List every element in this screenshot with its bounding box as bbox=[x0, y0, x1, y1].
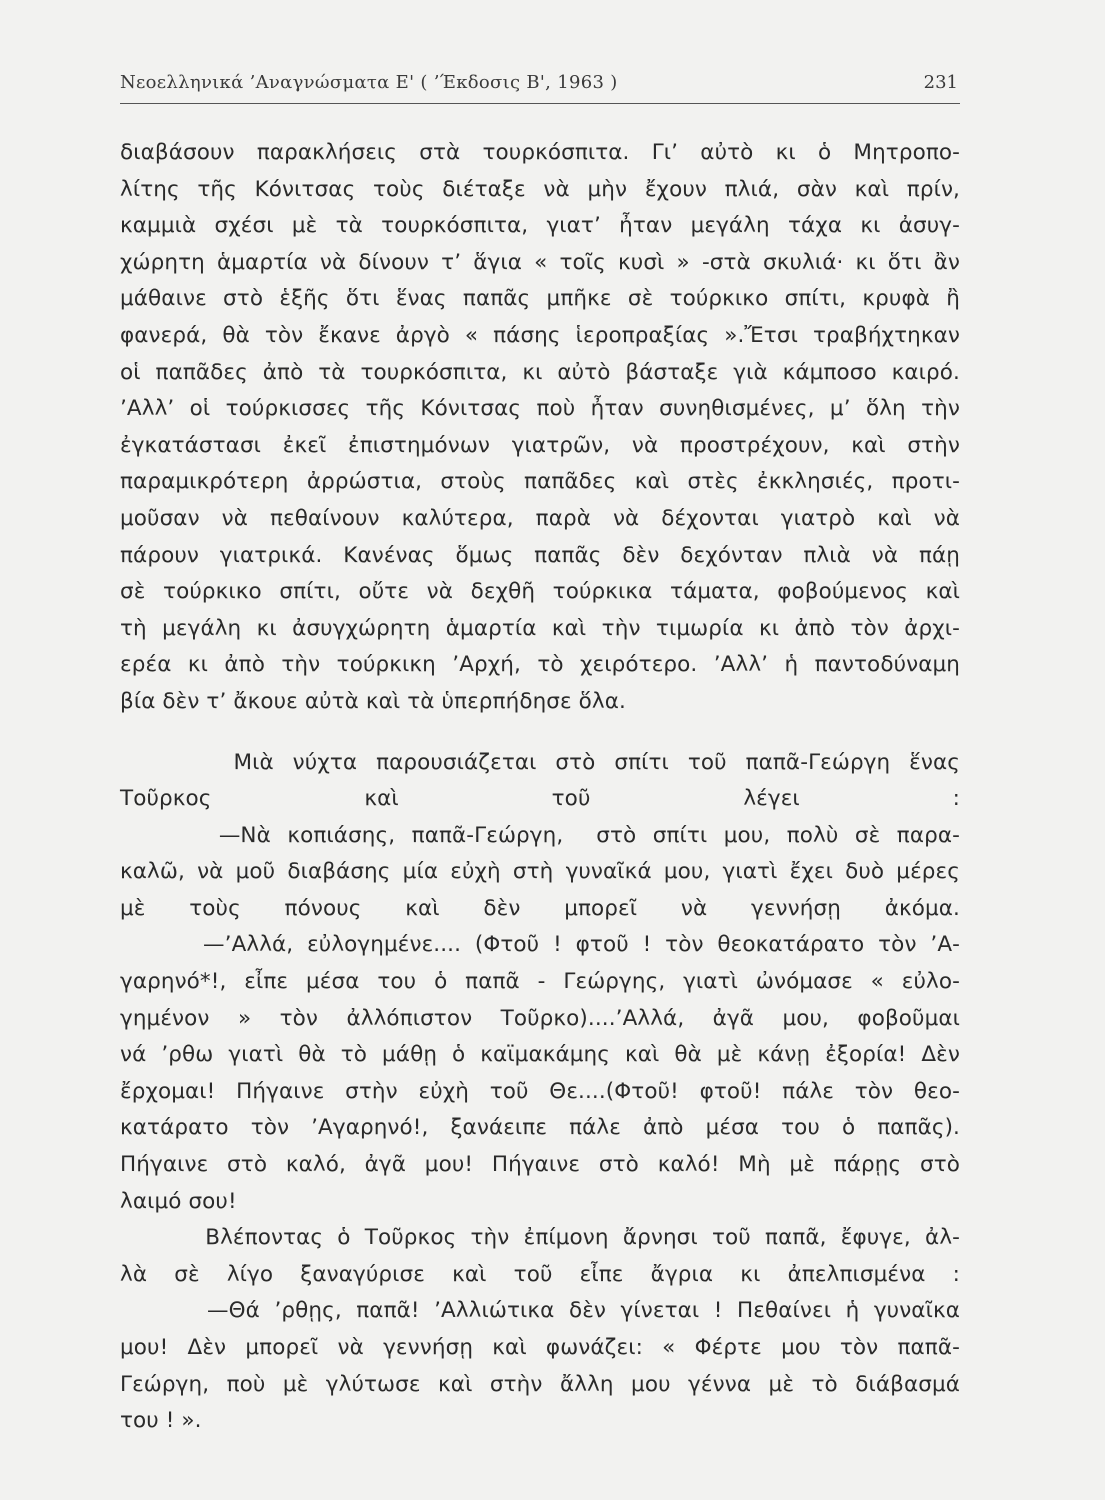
paragraph-gap bbox=[120, 721, 960, 745]
text-line: καλῶ, νὰ μοῦ διαβάσης μία εὐχὴ στὴ γυναῖκά μου, γιατὶ ἔχει δυὸ μέρες bbox=[120, 859, 960, 885]
text-line: πάρουν γιατρικά. Κανένας ὅμως παπᾶς δὲν δεχόνταν πλιὰ νὰ πάῃ bbox=[120, 542, 960, 568]
text-line: καμμιὰ σχέσι μὲ τὰ τουρκόσπιτα, γιατ’ ἦταν μεγάλη τάχα κι ἀσυγ- bbox=[120, 213, 960, 239]
text-line: τὴ μεγάλη κι ἀσυγχώρητη ἁμαρτία καὶ τὴν τιμωρία κι ἀπὸ τὸν ἀρχι- bbox=[120, 615, 960, 641]
text-line: γημένον » τὸν ἀλλόπιστον Τοῦρκο)....’Αλλά, ἀγᾶ μου, φοβοῦμαι bbox=[120, 1005, 960, 1031]
text-line: λαιμό σου! bbox=[120, 1188, 237, 1214]
text-line: μοῦσαν νὰ πεθαίνουν καλύτερα, παρὰ νὰ δέχονται γιατρὸ καὶ νὰ bbox=[120, 505, 960, 531]
text-line: του ! ». bbox=[120, 1408, 202, 1434]
paragraph bbox=[120, 135, 960, 721]
text-line: ερέα κι ἀπὸ τὴν τούρκικη ’Αρχή, τὸ χειρότερο. ’Αλλ’ ἡ παντοδύναμη bbox=[120, 652, 960, 678]
text-line: —Θά ’ρθῃς, παπᾶ! ’Αλλιώτικα δὲν γίνεται ! Πεθαίνει ἡ γυναῖκα bbox=[120, 1298, 960, 1324]
text-line: οἱ παπᾶδες ἀπὸ τὰ τουρκόσπιτα, κι αὐτὸ βάσταξε γιὰ κάμποσο καιρό. bbox=[120, 359, 960, 385]
text-line: λίτης τῆς Κόνιτσας τοὺς διέταξε νὰ μὴν ἔχουν πλιά, σὰν καὶ πρίν, bbox=[120, 176, 960, 202]
text-line: ἔρχομαι! Πήγαινε στὴν εὐχὴ τοῦ Θε....(Φτοῦ! φτοῦ! πάλε τὸν θεο- bbox=[120, 1078, 960, 1104]
body-text bbox=[120, 135, 960, 1440]
text-line: Πήγαινε στὸ καλό, ἀγᾶ μου! Πήγαινε στὸ καλό! Μὴ μὲ πάρῃς στὸ bbox=[120, 1152, 960, 1178]
text-line: παραμικρότερη ἀρρώστια, στοὺς παπᾶδες καὶ στὲς ἐκκλησιές, προτι- bbox=[120, 469, 960, 495]
text-line: διαβάσουν παρακλήσεις στὰ τουρκόσπιτα. Γι’ αὐτὸ κι ὁ Μητροπο- bbox=[120, 140, 960, 165]
text-line: μὲ τοὺς πόνους καὶ δὲν μπορεῖ νὰ γεννήσῃ ἀκόμα. bbox=[120, 895, 960, 921]
text-line: σὲ τούρκικο σπίτι, οὔτε νὰ δεχθῆ τούρκικα τάματα, φοβούμενος καὶ bbox=[120, 579, 960, 605]
page-number: 231 bbox=[923, 72, 958, 93]
header-title: Νεοελληνικά ’Αναγνώσματα Ε' ( ’Έκδοσις Β', 1963 ) bbox=[120, 72, 618, 93]
text-line: βία δὲν τ’ ἄκουε αὐτὰ καὶ τὰ ὑπερπήδησε ὅλα. bbox=[120, 688, 626, 714]
text-line: ἐγκατάστασι ἐκεῖ ἐπιστημόνων γιατρῶν, νὰ προστρέχουν, καὶ στὴν bbox=[120, 432, 960, 458]
paragraph bbox=[120, 1220, 960, 1440]
header-rule bbox=[120, 103, 960, 104]
paragraph bbox=[120, 745, 960, 1221]
text-line: νά ’ρθω γιατὶ θὰ τὸ μάθῃ ὁ καϊμακάμης καὶ θὰ μὲ κάνῃ ἐξορία! Δὲν bbox=[120, 1042, 960, 1068]
text-line: Γεώργη, ποὺ μὲ γλύτωσε καὶ στὴν ἄλλη μου γέννα μὲ τὸ διάβασμά bbox=[120, 1371, 960, 1397]
text-line: φανερά, θὰ τὸν ἔκανε ἀργὸ « πάσης ἱεροπραξίας ».Ἔτσι τραβήχτηκαν bbox=[120, 322, 960, 348]
text-line: κατάρατο τὸν ’Αγαρηνό!, ξανάειπε πάλε ἀπὸ μέσα του ὁ παπᾶς). bbox=[120, 1115, 960, 1141]
text-line: —’Αλλά, εὐλογημένε.... (Φτοῦ ! φτοῦ ! τὸν θεοκατάρατο τὸν ’Α- bbox=[120, 932, 960, 958]
text-line: χώρητη ἁμαρτία νὰ δίνουν τ’ ἅγια « τοῖς κυσὶ » -στὰ σκυλιά· κι ὅτι ἂν bbox=[120, 249, 960, 275]
text-line: Βλέποντας ὁ Τοῦρκος τὴν ἐπίμονη ἄρνησι τοῦ παπᾶ, ἔφυγε, ἀλ- bbox=[120, 1225, 960, 1251]
text-line: λὰ σὲ λίγο ξαναγύρισε καὶ τοῦ εἶπε ἄγρια κι ἀπελπισμένα : bbox=[120, 1261, 960, 1287]
text-line: Μιὰ νύχτα παρουσιάζεται στὸ σπίτι τοῦ παπᾶ-Γεώργη ἕνας bbox=[120, 749, 960, 775]
text-line: γαρηνό*!, εἶπε μέσα του ὁ παπᾶ - Γεώργης, γιατὶ ὠνόμασε « εὐλο- bbox=[120, 969, 960, 995]
text-line: Τοῦρκος καὶ τοῦ λέγει : bbox=[120, 786, 960, 812]
text-line: μάθαινε στὸ ἑξῆς ὅτι ἕνας παπᾶς μπῆκε σὲ τούρκικο σπίτι, κρυφὰ ἢ bbox=[120, 286, 960, 312]
running-header bbox=[120, 70, 958, 100]
text-line: μου! Δὲν μπορεῖ νὰ γεννήσῃ καὶ φωνάζει: « Φέρτε μου τὸν παπᾶ- bbox=[120, 1335, 960, 1360]
text-line: —Νὰ κοπιάσης, παπᾶ-Γεώργη, στὸ σπίτι μου, πολὺ σὲ παρα- bbox=[120, 822, 960, 848]
text-line: ’Αλλ’ οἱ τούρκισσες τῆς Κόνιτσας ποὺ ἦταν συνηθισμένες, μ’ ὅλη τὴν bbox=[120, 396, 960, 422]
